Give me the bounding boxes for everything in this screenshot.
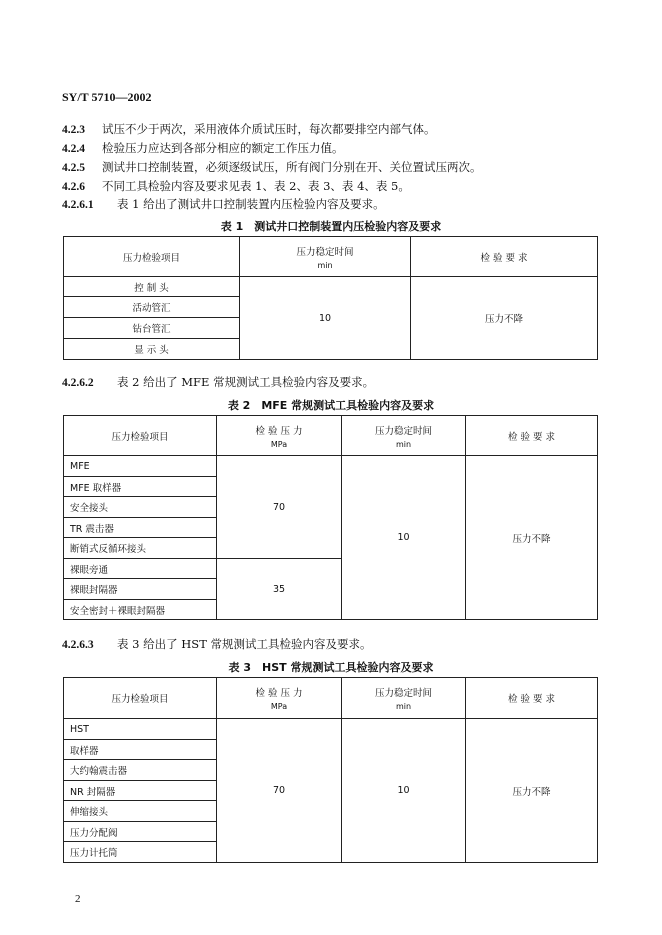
header-requirement-label: 检 验 要 求 [507,431,556,443]
header-item-label: 压力检验项目 [122,252,180,264]
header-cell [466,678,598,719]
requirement-cell: 压力不降 [466,719,598,863]
table-header-row [64,416,598,456]
time-value-cell: 10 [240,277,411,360]
time-value-cell: 10 [342,456,466,620]
item-cell: MFE [64,456,217,477]
clause-4-2-6-1 [62,196,385,212]
clause-text: 测试井口控制装置，必须逐级试压，所有阀门分别在开、关位置试压两次。 [102,160,482,174]
header-time-unit: min [395,439,412,449]
item-cell: 伸缩接头 [64,801,217,822]
clause-number: 4.2.6.2 [62,377,94,389]
table-row [64,456,598,477]
table2-caption: 表 2 MFE 常规测试工具检验内容及要求 [227,399,435,412]
header-cell [342,416,466,456]
table-header-row [64,237,598,277]
table1-caption: 表 1 测试井口控制装置内压检验内容及要求 [220,220,442,233]
item-cell: 断销式反循环接头 [64,538,217,559]
item-cell: MFE 取样器 [64,477,217,497]
table-header-row [64,678,598,719]
clause-number: 4.2.6.3 [62,639,94,651]
header-pressure-unit: MPa [270,439,288,449]
header-cell [342,678,466,719]
clause-4-2-6-3 [62,636,372,652]
header-cell [240,237,411,277]
table1 [63,236,598,360]
clause-number: 4.2.6.1 [62,199,94,211]
clause-number: 4.2.5 [62,162,85,174]
pressure-value-cell: 70 [217,456,342,559]
clause-number: 4.2.6 [62,181,85,193]
header-time-label: 压力稳定时间 [374,688,432,699]
clause-text: 检验压力应达到各部分相应的额定工作压力值。 [102,141,344,155]
item-cell: 压力计托筒 [64,842,217,863]
header-time-label: 压力稳定时间 [296,246,354,258]
item-cell: 裸眼旁通 [64,559,217,579]
requirement-cell: 压力不降 [466,456,598,620]
header-cell [217,416,342,456]
item-cell: 显 示 头 [64,339,240,360]
header-cell [466,416,598,456]
header-time-label: 压力稳定时间 [374,425,432,437]
table3 [63,677,598,863]
item-cell: 钻台管汇 [64,318,240,339]
header-item-label: 压力检验项目 [111,431,169,443]
standard-code-header: SY/T 5710—2002 [62,90,152,104]
item-cell: 控 制 头 [64,277,240,297]
header-cell [64,678,217,719]
header-pressure-label: 检 验 压 力 [255,425,303,437]
header-cell [64,416,217,456]
item-cell: 裸眼封隔器 [64,579,217,600]
pressure-value-cell: 35 [217,559,342,620]
header-cell [64,237,240,277]
clause-4-2-3 [62,121,436,137]
header-requirement-label: 检 验 要 求 [480,252,528,264]
item-cell: 安全密封＋裸眼封隔器 [64,600,217,620]
table3-caption: 表 3 HST 常规测试工具检验内容及要求 [228,661,434,674]
time-value-cell: 10 [342,719,466,863]
item-cell: NR 封隔器 [64,781,217,801]
clause-text: 表 1 给出了测试井口控制装置内压检验内容及要求。 [117,197,385,211]
table2 [63,415,598,620]
clause-text: 表 2 给出了 MFE 常规测试工具检验内容及要求。 [117,375,375,389]
header-cell [411,237,598,277]
clause-4-2-6-2 [62,374,374,390]
item-cell: HST [64,719,217,740]
clause-text: 表 3 给出了 HST 常规测试工具检验内容及要求。 [117,637,372,651]
header-pressure-label: 检 验 压 力 [255,688,303,699]
clause-number: 4.2.4 [62,143,85,155]
table-row [64,719,598,740]
item-cell: 压力分配阀 [64,822,217,842]
clause-text: 不同工具检验内容及要求见表 1、表 2、表 3、表 4、表 5。 [102,179,410,193]
clause-4-2-4 [62,140,344,156]
pressure-value-cell: 70 [217,719,342,863]
header-time-unit: min [317,260,333,270]
item-cell: 活动管汇 [64,297,240,318]
header-item-label: 压力检验项目 [111,694,169,705]
item-cell: 取样器 [64,740,217,760]
header-pressure-unit: MPa [270,702,288,711]
requirement-cell: 压力不降 [411,277,598,360]
clause-number: 4.2.3 [62,124,85,136]
header-requirement-label: 检 验 要 求 [507,694,556,705]
clause-4-2-6 [62,178,410,194]
item-cell: 大约翰震击器 [64,760,217,781]
page-number: 2 [75,893,81,905]
header-cell [217,678,342,719]
item-cell: TR 震击器 [64,518,217,538]
table-row [64,277,598,297]
header-time-unit: min [395,702,412,711]
item-cell: 安全接头 [64,497,217,518]
clause-4-2-5 [62,159,482,175]
clause-text: 试压不少于两次，采用液体介质试压时，每次都要排空内部气体。 [102,122,436,136]
